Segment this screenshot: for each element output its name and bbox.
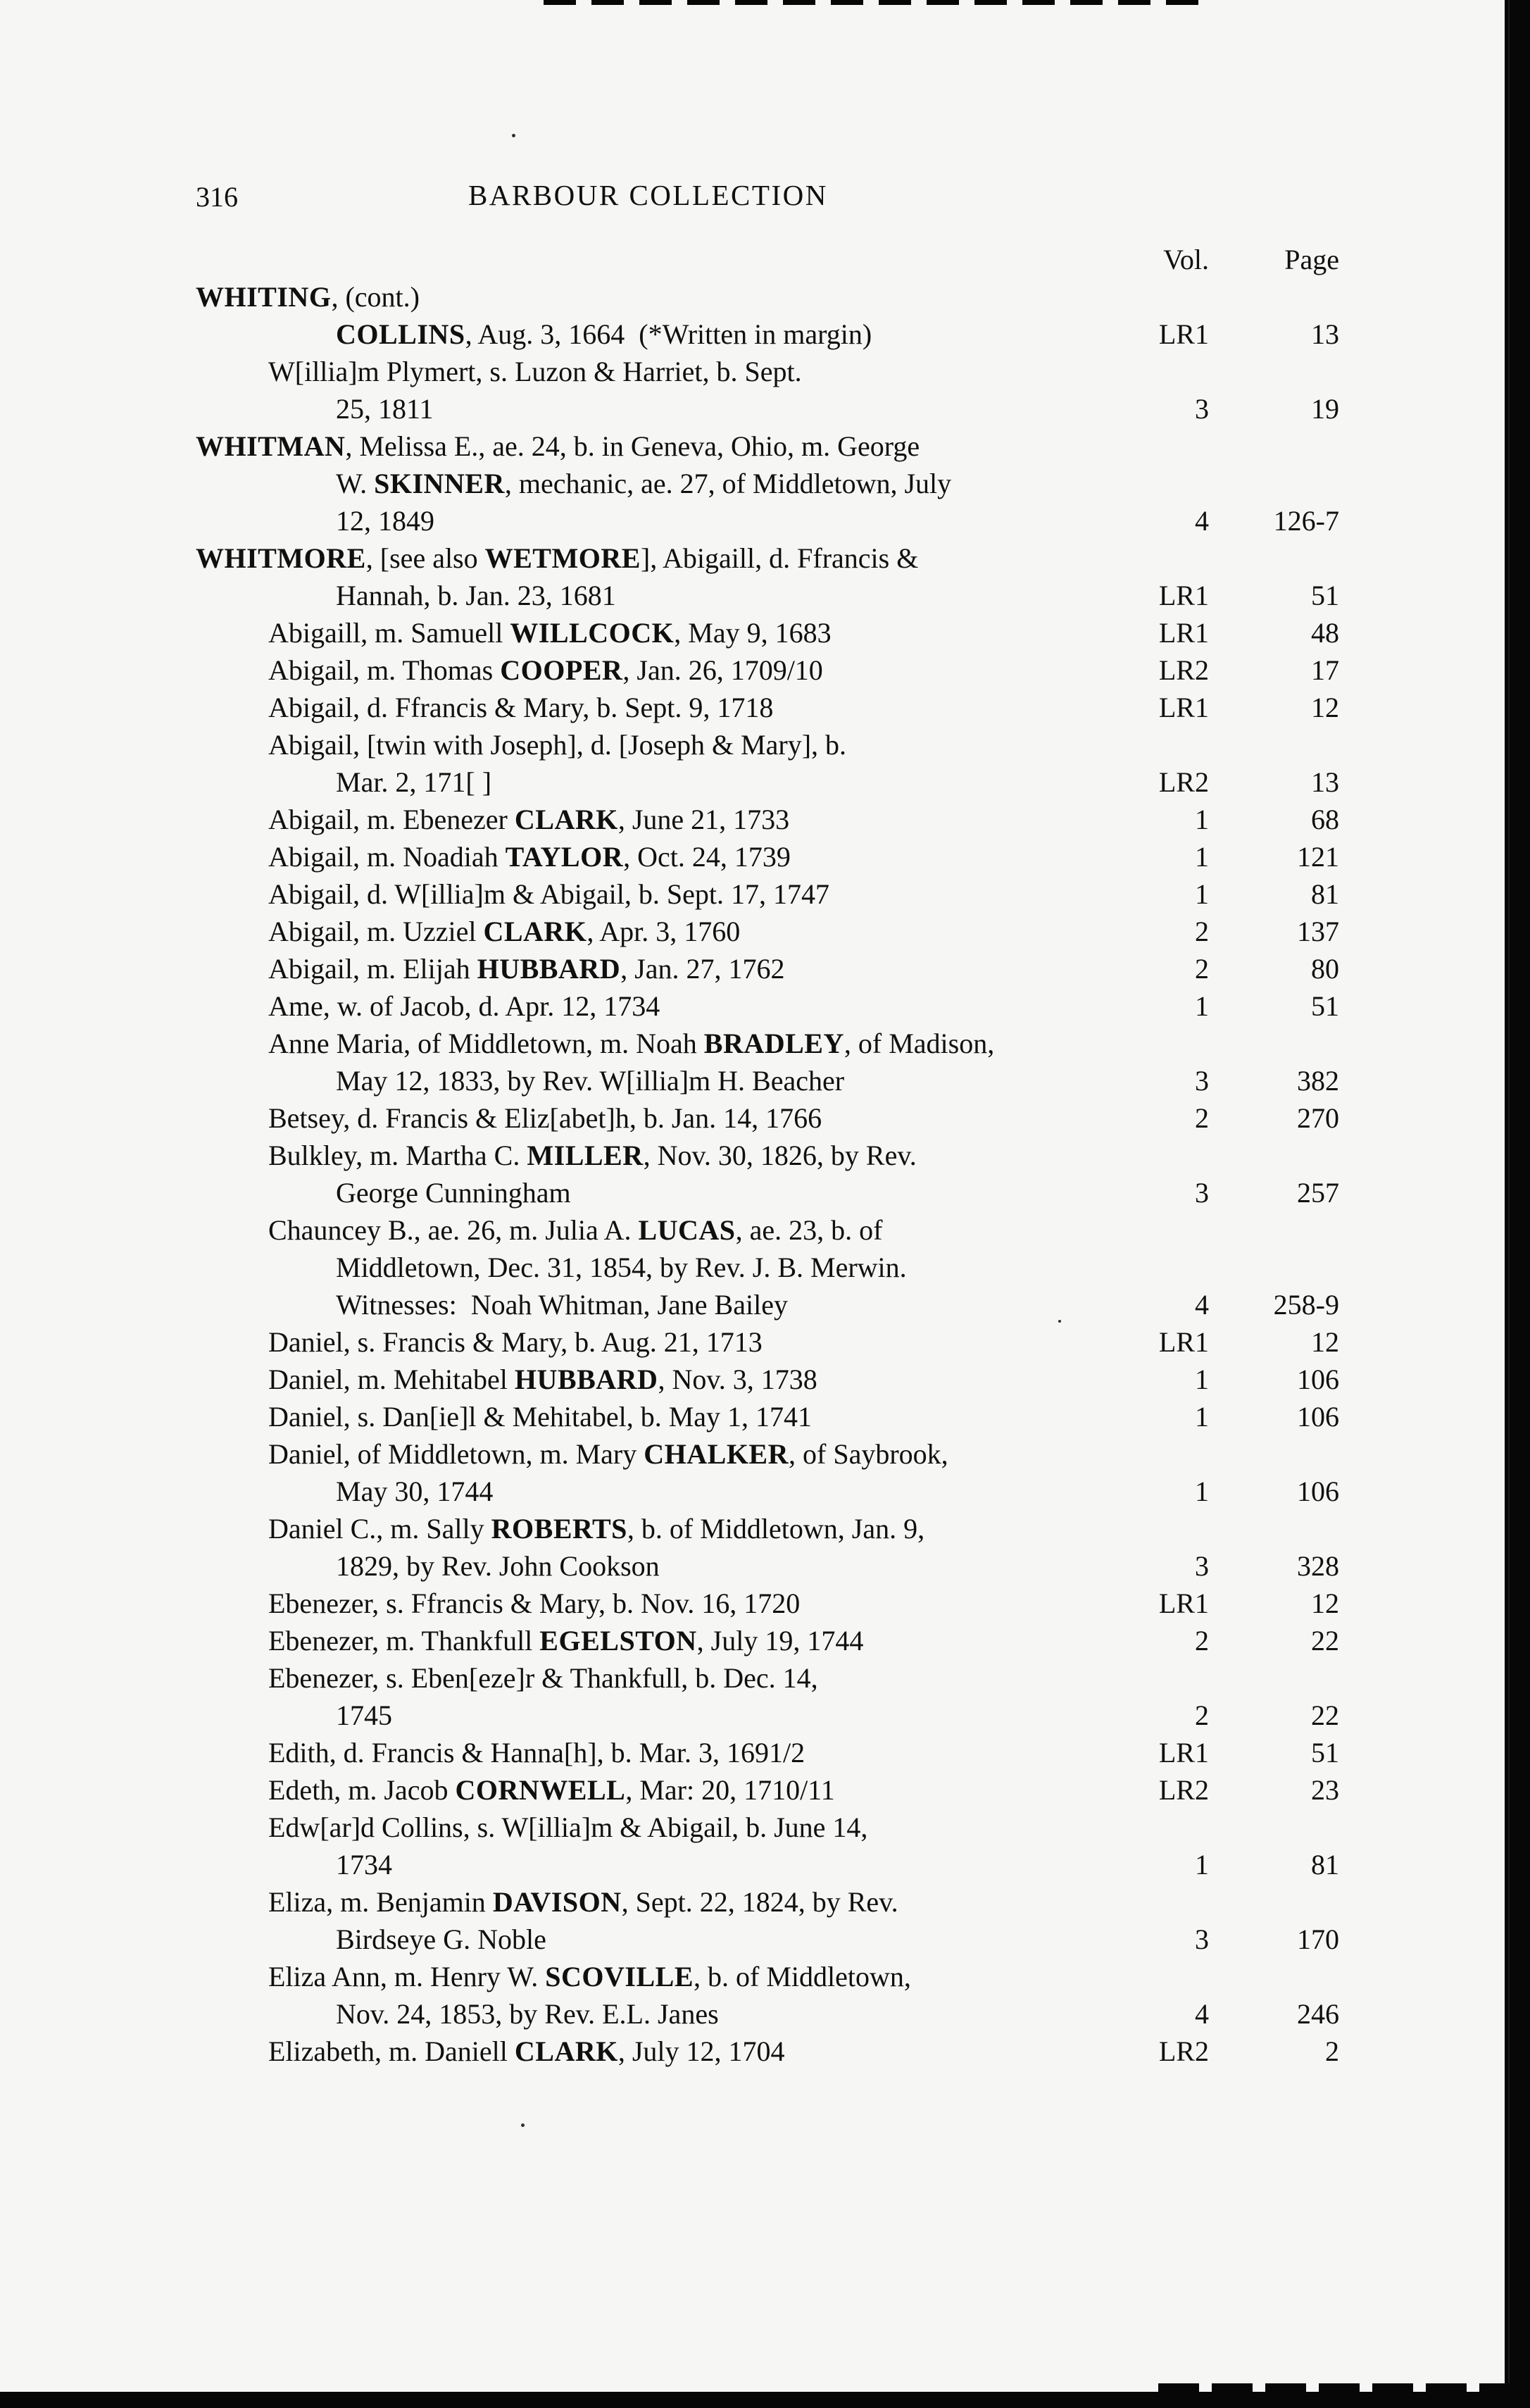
page-value: 382	[1297, 1065, 1339, 1097]
record-row	[0, 2033, 1530, 2070]
record-text: 25, 1811	[336, 393, 434, 425]
record-text: WHITMORE, [see also WETMORE], Abigaill, d. Ffrancis &	[196, 542, 919, 574]
record-text: Abigail, d. Ffrancis & Mary, b. Sept. 9, 1718	[268, 692, 774, 723]
record-text: Middletown, Dec. 31, 1854, by Rev. J. B. Merwin.	[336, 1252, 907, 1283]
record-text: Abigail, m. Thomas COOPER, Jan. 26, 1709/10	[268, 654, 823, 686]
record-row	[0, 577, 1530, 614]
record-text: Edeth, m. Jacob CORNWELL, Mar: 20, 1710/11	[268, 1774, 835, 1806]
page-value: 257	[1297, 1177, 1339, 1209]
record-row	[0, 1547, 1530, 1585]
scan-speck	[521, 2123, 525, 2127]
page-value: 121	[1297, 841, 1339, 873]
record-text: Bulkley, m. Martha C. MILLER, Nov. 30, 1826, by Rev.	[268, 1140, 917, 1171]
record-text: May 12, 1833, by Rev. W[illia]m H. Beacher	[336, 1065, 845, 1097]
volume-value: LR2	[1158, 654, 1209, 686]
record-row	[0, 1958, 1530, 1995]
scan-speck	[512, 134, 515, 137]
record-text: Abigail, m. Elijah HUBBARD, Jan. 27, 1762	[268, 953, 785, 985]
record-row	[0, 1734, 1530, 1771]
record-row	[0, 316, 1530, 353]
record-row	[0, 353, 1530, 390]
volume-value: LR1	[1158, 1737, 1209, 1768]
page-value: 2	[1325, 2035, 1339, 2067]
record-text: Mar. 2, 171[ ]	[336, 766, 492, 798]
volume-value: LR1	[1158, 318, 1209, 350]
record-text: May 30, 1744	[336, 1476, 494, 1507]
record-text: Betsey, d. Francis & Eliz[abet]h, b. Jan. 14, 1766	[268, 1102, 822, 1134]
record-text: 1745	[336, 1699, 392, 1731]
record-text: Chauncey B., ae. 26, m. Julia A. LUCAS, ae. 23, b. of	[268, 1214, 883, 1246]
record-row	[0, 763, 1530, 801]
page-value: 13	[1311, 318, 1339, 350]
record-text: Birdseye G. Noble	[336, 1923, 546, 1955]
page-value: 51	[1311, 580, 1339, 611]
record-text: Edith, d. Francis & Hanna[h], b. Mar. 3, 1691/2	[268, 1737, 805, 1768]
volume-value: LR2	[1158, 766, 1209, 798]
record-row	[0, 1062, 1530, 1099]
record-row	[0, 1659, 1530, 1697]
volume-value: 1	[1195, 1401, 1209, 1433]
record-row	[0, 1286, 1530, 1323]
record-row	[0, 465, 1530, 502]
record-row	[0, 539, 1530, 577]
page-value: 328	[1297, 1550, 1339, 1582]
volume-value: 2	[1195, 1625, 1209, 1657]
record-text: Abigail, [twin with Joseph], d. [Joseph & Mary], b.	[268, 729, 847, 761]
record-text: Elizabeth, m. Daniell CLARK, July 12, 1704	[268, 2035, 785, 2067]
volume-value: LR2	[1158, 2035, 1209, 2067]
record-text: Daniel, m. Mehitabel HUBBARD, Nov. 3, 1738	[268, 1364, 817, 1395]
page-value: 106	[1297, 1401, 1339, 1433]
record-text: Daniel C., m. Sally ROBERTS, b. of Middletown, Jan. 9,	[268, 1513, 925, 1545]
record-text: Ebenezer, m. Thankfull EGELSTON, July 19, 1744	[268, 1625, 864, 1657]
record-row	[0, 1622, 1530, 1659]
record-text: 1734	[336, 1849, 392, 1880]
record-text: Abigail, m. Noadiah TAYLOR, Oct. 24, 1739	[268, 841, 791, 873]
volume-value: LR1	[1158, 580, 1209, 611]
page-value: 258-9	[1273, 1289, 1339, 1321]
page-value: 137	[1297, 916, 1339, 947]
record-row	[0, 1995, 1530, 2033]
record-row	[0, 1099, 1530, 1137]
record-text: Ebenezer, s. Eben[eze]r & Thankfull, b. Dec. 14,	[268, 1662, 818, 1694]
volume-value: 2	[1195, 953, 1209, 985]
record-row	[0, 1771, 1530, 1809]
scan-edge-artifact-bottom	[0, 2392, 1530, 2408]
page-value: 81	[1311, 878, 1339, 910]
page-value: 12	[1311, 1326, 1339, 1358]
record-row	[0, 651, 1530, 689]
record-text: Daniel, of Middletown, m. Mary CHALKER, of Saybrook,	[268, 1438, 948, 1470]
record-row	[0, 1323, 1530, 1361]
volume-value: 3	[1195, 1923, 1209, 1955]
page-value: 48	[1311, 617, 1339, 649]
record-text: COLLINS, Aug. 3, 1664 (*Written in margin)	[336, 318, 872, 350]
record-row	[0, 1025, 1530, 1062]
record-text: Anne Maria, of Middletown, m. Noah BRADLEY, of Madison,	[268, 1028, 995, 1059]
record-row	[0, 726, 1530, 763]
page-value: 12	[1311, 1587, 1339, 1619]
record-row	[0, 390, 1530, 428]
page-value: 22	[1311, 1625, 1339, 1657]
record-row	[0, 987, 1530, 1025]
volume-value: 4	[1195, 1998, 1209, 2030]
record-text: Eliza, m. Benjamin DAVISON, Sept. 22, 1824, by Rev.	[268, 1886, 898, 1918]
record-row	[0, 1585, 1530, 1622]
record-row	[0, 1697, 1530, 1734]
record-text: Abigaill, m. Samuell WILLCOCK, May 9, 1683	[268, 617, 832, 649]
page-value: 23	[1311, 1774, 1339, 1806]
record-text: Nov. 24, 1853, by Rev. E.L. Janes	[336, 1998, 719, 2030]
record-row	[0, 1883, 1530, 1921]
page-number: 316	[196, 181, 238, 213]
page-value: 106	[1297, 1364, 1339, 1395]
column-header-row	[0, 241, 1530, 278]
volume-value: LR1	[1158, 692, 1209, 723]
record-text: WHITMAN, Melissa E., ae. 24, b. in Geneva, Ohio, m. George	[196, 430, 920, 462]
volume-value: 2	[1195, 1699, 1209, 1731]
page-value: 17	[1311, 654, 1339, 686]
record-text: Ebenezer, s. Ffrancis & Mary, b. Nov. 16, 1720	[268, 1587, 801, 1619]
page-value: 51	[1311, 990, 1339, 1022]
volume-value: 3	[1195, 1177, 1209, 1209]
record-text: Edw[ar]d Collins, s. W[illia]m & Abigail, b. June 14,	[268, 1811, 868, 1843]
record-text: Hannah, b. Jan. 23, 1681	[336, 580, 616, 611]
volume-value: LR1	[1158, 617, 1209, 649]
volume-value: 1	[1195, 804, 1209, 835]
record-text: W[illia]m Plymert, s. Luzon & Harriet, b. Sept.	[268, 356, 802, 387]
record-row	[0, 502, 1530, 539]
volume-value: 3	[1195, 1550, 1209, 1582]
volume-value: 1	[1195, 1364, 1209, 1395]
page-value: 81	[1311, 1849, 1339, 1880]
record-text: W. SKINNER, mechanic, ae. 27, of Middletown, July	[336, 468, 952, 499]
record-row	[0, 1249, 1530, 1286]
record-text: Witnesses: Noah Whitman, Jane Bailey	[336, 1289, 788, 1321]
record-text: Daniel, s. Francis & Mary, b. Aug. 21, 1713	[268, 1326, 763, 1358]
volume-value: 3	[1195, 393, 1209, 425]
page-value: 170	[1297, 1923, 1339, 1955]
page-value: 68	[1311, 804, 1339, 835]
page-value: 12	[1311, 692, 1339, 723]
record-row	[0, 801, 1530, 838]
page-title: BARBOUR COLLECTION	[468, 179, 828, 211]
volume-value: LR1	[1158, 1587, 1209, 1619]
record-text: 1829, by Rev. John Cookson	[336, 1550, 660, 1582]
record-list	[0, 278, 1530, 2070]
record-text: WHITING, (cont.)	[196, 281, 420, 313]
record-row	[0, 950, 1530, 987]
volume-value: 3	[1195, 1065, 1209, 1097]
record-row	[0, 1361, 1530, 1398]
volume-value: 2	[1195, 916, 1209, 947]
record-row	[0, 614, 1530, 651]
record-row	[0, 1809, 1530, 1846]
record-row	[0, 278, 1530, 316]
page-value: 51	[1311, 1737, 1339, 1768]
scan-edge-artifact-top	[544, 0, 1202, 5]
record-row	[0, 1473, 1530, 1510]
record-text: Daniel, s. Dan[ie]l & Mehitabel, b. May 1, 1741	[268, 1401, 813, 1433]
record-row	[0, 1137, 1530, 1174]
volume-value: 1	[1195, 1476, 1209, 1507]
volume-value: LR1	[1158, 1326, 1209, 1358]
volume-value: 1	[1195, 878, 1209, 910]
record-text: Abigail, m. Uzziel CLARK, Apr. 3, 1760	[268, 916, 741, 947]
volume-value: 2	[1195, 1102, 1209, 1134]
page-value: 13	[1311, 766, 1339, 798]
record-text: Abigail, d. W[illia]m & Abigail, b. Sept. 17, 1747	[268, 878, 829, 910]
page-column-header: Page	[1284, 244, 1339, 275]
record-row	[0, 875, 1530, 913]
record-row	[0, 838, 1530, 875]
page-value: 126-7	[1273, 505, 1339, 537]
volume-value: 1	[1195, 841, 1209, 873]
record-row	[0, 913, 1530, 950]
volume-value: 1	[1195, 1849, 1209, 1880]
page-value: 19	[1311, 393, 1339, 425]
record-row	[0, 1846, 1530, 1883]
volume-value: LR2	[1158, 1774, 1209, 1806]
record-row	[0, 689, 1530, 726]
vol-column-header: Vol.	[1163, 244, 1209, 275]
page-value: 270	[1297, 1102, 1339, 1134]
page-value: 246	[1297, 1998, 1339, 2030]
volume-value: 4	[1195, 1289, 1209, 1321]
record-row	[0, 1398, 1530, 1435]
volume-value: 4	[1195, 505, 1209, 537]
page-value: 80	[1311, 953, 1339, 985]
record-text: Eliza Ann, m. Henry W. SCOVILLE, b. of Middletown,	[268, 1961, 911, 1992]
record-row	[0, 1510, 1530, 1547]
record-text: Ame, w. of Jacob, d. Apr. 12, 1734	[268, 990, 660, 1022]
record-text: 12, 1849	[336, 505, 434, 537]
page-value: 22	[1311, 1699, 1339, 1731]
volume-value: 1	[1195, 990, 1209, 1022]
record-row	[0, 1435, 1530, 1473]
record-row	[0, 1174, 1530, 1211]
record-row	[0, 1211, 1530, 1249]
page-value: 106	[1297, 1476, 1339, 1507]
record-text: Abigail, m. Ebenezer CLARK, June 21, 1733	[268, 804, 790, 835]
record-row	[0, 1921, 1530, 1958]
record-row	[0, 428, 1530, 465]
record-text: George Cunningham	[336, 1177, 571, 1209]
